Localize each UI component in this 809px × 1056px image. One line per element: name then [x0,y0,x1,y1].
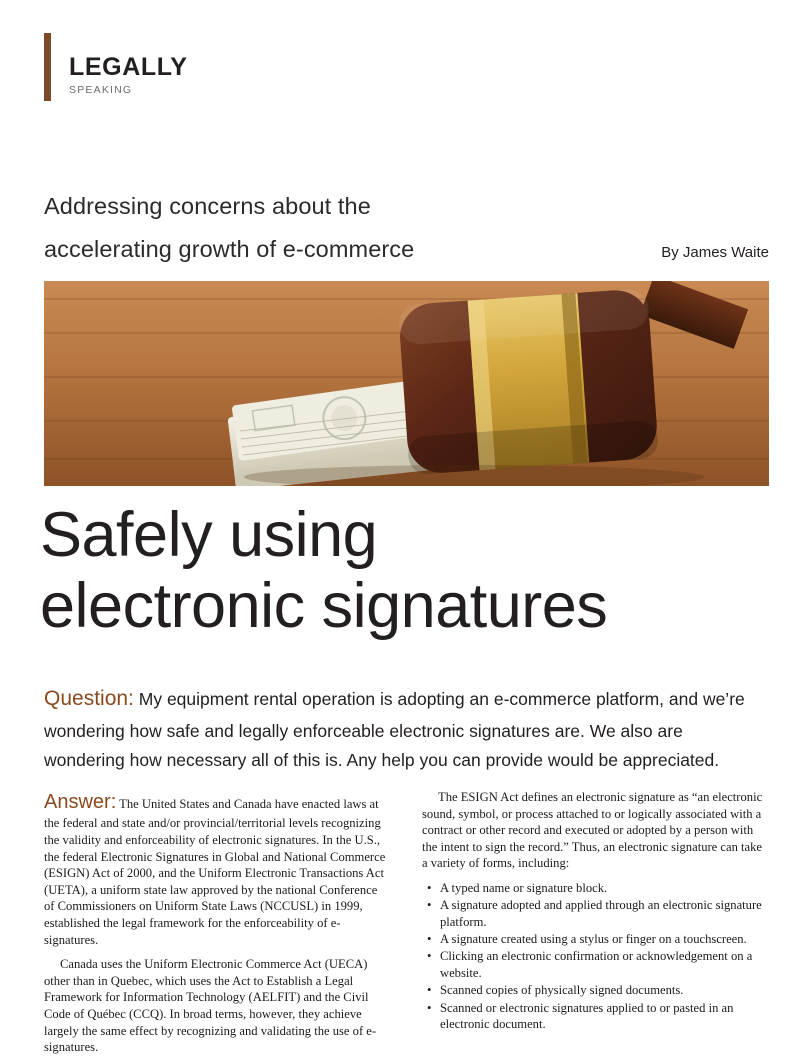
question-block [44,682,759,774]
masthead-title: LEGALLY [69,53,188,81]
answer-first-paragraph [44,789,390,948]
byline: By James Waite [661,244,769,261]
list-item: • A signature adopted and applied through an electronic signature platform. [438,897,768,930]
masthead [44,33,188,101]
answer-paragraph-1: The United States and Canada have enacted laws at the federal and state and/or provincial/territorial levels recognizing the validity and enforceability of electronic signatures. In the U.S., the federal Electronic Signatures in Global and National Commerce (ESIGN) Act of 2000, and the Uniform Electronic Transactions Act (UETA), a uniform state law approved by the national Conference of Commissioners on Uniform State Laws (NCCUSL) in 1999, established the legal framework for the enforceability of e-signatures. [44,797,386,947]
answer-right-intro: The ESIGN Act defines an electronic signature as “an electronic sound, symbol, or process attached to or logically associated with a contract or other record and executed or adopted by a person with the intent to sign the record.” Thus, an electronic signature can take a variety of forms, including: [422,790,763,871]
page-title-line-2: electronic signatures [40,570,608,641]
page-title [40,500,780,641]
body-column-left [44,789,390,1055]
list-item: • Scanned or electronic signatures applied to or pasted in an electronic document. [438,1000,768,1033]
deck-line-2: accelerating growth of e-commerce [44,236,415,263]
list-item: • A signature created using a stylus or finger on a touchscreen. [438,931,768,947]
list-item: • A typed name or signature block. [438,880,768,896]
list-item: • Scanned copies of physically signed documents. [438,982,768,998]
answer-paragraph-2: Canada uses the Uniform Electronic Commerce Act (UECA) other than in Quebec, which uses the Act to Establish a Legal Framework for Information Technology (AELFIT) and the Civil Code of Québec (CCQ). In broad terms, however, they achieve largely the same effect by recognizing and validating the use of e-signatures. [44,957,377,1055]
article-body [44,789,769,1055]
masthead-subtitle: SPEAKING [69,84,133,96]
answer-label: Answer: [44,791,117,813]
page-title-line-1: Safely using [40,500,378,570]
esignature-forms-list [422,880,768,1032]
question-text: My equipment rental operation is adopting an e-commerce platform, and we’re wondering how safe and legally enforceable electronic signatures are. We also are wondering how necessary all of this is. Any help you can provide would be appreciated. [44,689,745,770]
gavel-and-cash-photo [44,281,769,486]
photo-illustration [44,281,769,486]
masthead-text [69,33,188,96]
article-deck [44,185,684,272]
body-column-right [422,789,768,1031]
masthead-rule [44,33,51,101]
list-item: • Clicking an electronic confirmation or acknowledgement on a website. [438,948,768,981]
question-label: Question: [44,687,134,710]
deck-line-1: Addressing concerns about the [44,193,371,219]
